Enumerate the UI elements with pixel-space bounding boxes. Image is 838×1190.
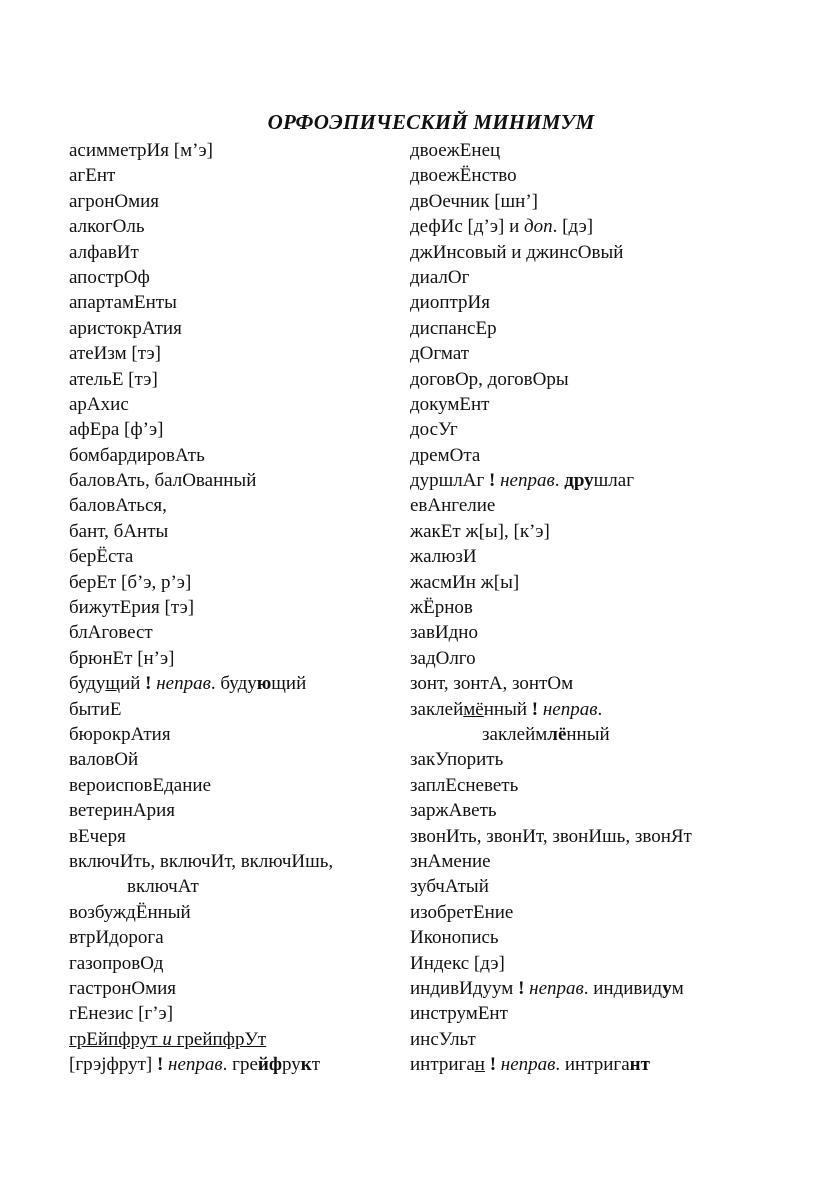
word-entry (410, 925, 750, 950)
entry-text: ! (489, 1054, 497, 1076)
word-entry (69, 163, 399, 188)
entry-text: валовОй (69, 749, 139, 771)
entry-text: инструмЕнт (410, 1003, 508, 1025)
entry-text: ! (518, 977, 525, 999)
word-entry (69, 443, 399, 468)
word-entry (69, 367, 399, 392)
entry-text: бант, бАнты (69, 520, 169, 542)
entry-text: досУг (410, 419, 458, 441)
word-entry (410, 519, 750, 544)
word-entry (69, 1052, 399, 1077)
entry-text: и (162, 1028, 172, 1050)
entry-text: индивИдуум (410, 977, 519, 999)
entry-text: т (311, 1054, 320, 1076)
entry-text: лё (547, 723, 567, 745)
word-entry (69, 849, 399, 874)
word-entry (410, 849, 750, 874)
word-entry (69, 544, 399, 569)
entry-text: неправ (529, 977, 584, 999)
word-entry (410, 900, 750, 925)
entry-text: берЕт [б’э, р’э] (69, 571, 192, 593)
word-entry (410, 189, 750, 214)
word-entry (69, 290, 399, 315)
entry-text: нный (566, 723, 610, 745)
entry-text: дефИс [д’э] и (410, 216, 525, 238)
word-entry (69, 468, 399, 493)
entry-text: Иконопись (410, 927, 499, 949)
entry-text: евАнгелие (410, 495, 496, 517)
word-entry (69, 1027, 399, 1052)
word-entry (69, 824, 399, 849)
entry-text: ветеринАрия (69, 800, 175, 822)
page-title: ОРФОЭПИЧЕСКИЙ МИНИМУМ (267, 110, 595, 134)
entry-text: у (662, 977, 672, 999)
word-entry (69, 951, 399, 976)
word-entry (410, 798, 750, 823)
entry-text: . [дэ] (552, 216, 594, 238)
word-entry (69, 493, 399, 518)
entry-text: задОлго (410, 647, 476, 669)
word-entry (69, 722, 399, 747)
word-entry (69, 240, 399, 265)
word-entry (410, 722, 750, 747)
entry-text: ! (531, 698, 539, 720)
entry-text: жЁрнов (410, 597, 473, 619)
word-entry (410, 747, 750, 772)
entry-text: неправ (542, 698, 598, 720)
entry-text: агЕнт (69, 165, 116, 187)
word-entry (69, 976, 399, 1001)
entry-text: агронОмия (69, 190, 160, 212)
entry-text: грейпфрУт (171, 1028, 267, 1050)
word-entry (410, 290, 750, 315)
word-entry (410, 646, 750, 671)
entry-text: асимметрИя [м’э] (69, 140, 213, 161)
entry-text: ю (256, 673, 272, 695)
entry-text: договОр, договОры (410, 368, 569, 390)
entry-text: бюрокрАтия (69, 723, 171, 745)
word-entry (410, 671, 750, 696)
word-entry (410, 1052, 750, 1077)
entry-text: . (554, 470, 565, 492)
word-entry (69, 138, 399, 163)
entry-text: алфавИт (69, 241, 139, 263)
entry-text: . гре (222, 1054, 258, 1076)
word-entry (410, 163, 750, 188)
word-entry (69, 747, 399, 772)
entry-text: . интрига (555, 1054, 630, 1076)
word-entry (410, 367, 750, 392)
entry-text: заржАветь (410, 800, 497, 822)
entry-text: н (629, 1054, 641, 1076)
word-entry (69, 798, 399, 823)
word-entry (410, 341, 750, 366)
entry-text: звонИть, звонИт, звонИшь, звонЯт (410, 825, 692, 847)
entry-text: неправ (500, 470, 555, 492)
entry-text: газопровОд (69, 952, 164, 974)
word-entry (69, 773, 399, 798)
entry-text: апартамЕнты (69, 292, 177, 314)
word-entry (410, 824, 750, 849)
word-entry (410, 1027, 750, 1052)
entry-text: знАмение (410, 850, 491, 872)
word-entry (410, 443, 750, 468)
entry-text: зонт, зонтА, зонтОм (410, 673, 574, 695)
entry-text: берЁста (69, 546, 134, 568)
entry-text: втрИдорога (69, 927, 164, 949)
word-entry (410, 316, 750, 341)
entry-text: гастронОмия (69, 977, 177, 999)
entry-text: неправ (168, 1054, 223, 1076)
entry-text: бомбардировАть (69, 444, 205, 466)
entry-text: баловАть, балОванный (69, 470, 257, 492)
entry-text: йф (257, 1054, 282, 1076)
entry-text: джИнсовый и джинсОвый (410, 241, 624, 263)
word-entry (69, 316, 399, 341)
word-entry (69, 392, 399, 417)
entry-text: дру (564, 470, 594, 492)
entry-text: шлаг (593, 470, 635, 492)
entry-text: вероисповЕдание (69, 774, 212, 796)
word-entry (69, 265, 399, 290)
entry-text: инсУльт (410, 1028, 476, 1050)
word-entry (69, 697, 399, 722)
entry-text: диспансЕр (410, 317, 497, 339)
entry-text: двоежЕнец (410, 140, 501, 161)
word-entry (69, 570, 399, 595)
entry-text: . буду (210, 673, 257, 695)
word-entry (410, 214, 750, 239)
left-column (69, 138, 399, 1077)
word-entry (410, 468, 750, 493)
word-entry (69, 620, 399, 645)
entry-text: атеИзм [тэ] (69, 343, 161, 365)
entry-text: алкогОль (69, 216, 145, 238)
word-entry (69, 925, 399, 950)
entry-text: жасмИн ж[ы] (410, 571, 520, 593)
entry-text: интрига (410, 1054, 475, 1076)
entry-text: арАхис (69, 393, 129, 415)
word-entry (410, 544, 750, 569)
right-column (410, 138, 750, 1077)
entry-text: афЕра [ф’э] (69, 419, 164, 441)
word-entry (410, 595, 750, 620)
word-entry (410, 773, 750, 798)
word-entry (410, 570, 750, 595)
entry-text: нный (483, 698, 532, 720)
entry-text: жалюзИ (410, 546, 477, 568)
entry-text: двОечник [шн’] (410, 190, 538, 212)
entry-text: ! (145, 673, 152, 695)
entry-text: заплЕсневеть (410, 774, 519, 796)
entry-text: ру (281, 1054, 301, 1076)
word-entry (410, 138, 750, 163)
entry-text: [грэјфрут] (69, 1054, 157, 1076)
word-entry (410, 392, 750, 417)
entry-text: баловАться, (69, 495, 167, 517)
entry-text: гЕнезис [г’э] (69, 1003, 174, 1025)
word-entry (410, 493, 750, 518)
entry-text: жакЕт ж[ы], [к’э] (410, 520, 550, 542)
entry-text: зубчАтый (410, 876, 489, 898)
word-entry (410, 417, 750, 442)
entry-text: заклейм (482, 723, 548, 745)
entry-text: дОгмат (410, 343, 470, 365)
entry-text: Индекс [дэ] (410, 952, 505, 974)
word-entry (69, 341, 399, 366)
entry-text: включИть, включИт, включИшь, (69, 850, 334, 872)
entry-text: бытиЕ (69, 698, 122, 720)
entry-text: н (474, 1054, 485, 1076)
entry-text: бижутЕрия [тэ] (69, 597, 195, 619)
word-entry (69, 417, 399, 442)
entry-text: заклей (410, 698, 464, 720)
entry-text: блАговест (69, 622, 153, 644)
word-entry (410, 976, 750, 1001)
entry-text: грЕйпфрут (69, 1028, 163, 1050)
entry-text: щ (105, 673, 121, 695)
word-entry (69, 519, 399, 544)
entry-text: ательЕ [тэ] (69, 368, 158, 390)
word-entry (410, 874, 750, 899)
entry-text: докумЕнт (410, 393, 490, 415)
word-entry (69, 189, 399, 214)
entry-text: ий (120, 673, 146, 695)
word-entry (69, 671, 399, 696)
entry-text: включАт (127, 876, 199, 898)
entry-text: изобретЕние (410, 901, 514, 923)
entry-text: дуршлАг (410, 470, 490, 492)
entry-text: аристокрАтия (69, 317, 182, 339)
entry-text: буду (69, 673, 106, 695)
entry-text: дремОта (410, 444, 481, 466)
entry-text: . индивид (583, 977, 663, 999)
word-entry (410, 697, 750, 722)
entry-text: брюнЕт [н’э] (69, 647, 175, 669)
entry-text: . (597, 698, 603, 720)
entry-text: вЕчеря (69, 825, 126, 847)
entry-text: неправ (500, 1054, 556, 1076)
word-entry (410, 620, 750, 645)
word-entry (410, 240, 750, 265)
word-entry (69, 646, 399, 671)
entry-text: доп (524, 216, 553, 238)
entry-text: апострОф (69, 266, 150, 288)
word-entry (410, 265, 750, 290)
entry-text: мё (463, 698, 484, 720)
word-entry (69, 900, 399, 925)
entry-text: щий (271, 673, 307, 695)
word-entry (410, 1001, 750, 1026)
entry-text: к (300, 1054, 312, 1076)
word-entry (69, 214, 399, 239)
word-entry (69, 874, 399, 899)
word-entry (69, 595, 399, 620)
entry-text: закУпорить (410, 749, 504, 771)
word-entry (69, 1001, 399, 1026)
entry-text: ! (489, 470, 496, 492)
entry-text: т (640, 1054, 650, 1076)
word-entry (410, 951, 750, 976)
entry-text: завИдно (410, 622, 478, 644)
entry-text: м (671, 977, 684, 999)
entry-text: диоптрИя (410, 292, 490, 314)
entry-text: возбуждЁнный (69, 901, 191, 923)
entry-text: диалОг (410, 266, 470, 288)
entry-text: ! (156, 1054, 164, 1076)
entry-text: неправ (156, 673, 211, 695)
entry-text: двоежЁнство (410, 165, 517, 187)
